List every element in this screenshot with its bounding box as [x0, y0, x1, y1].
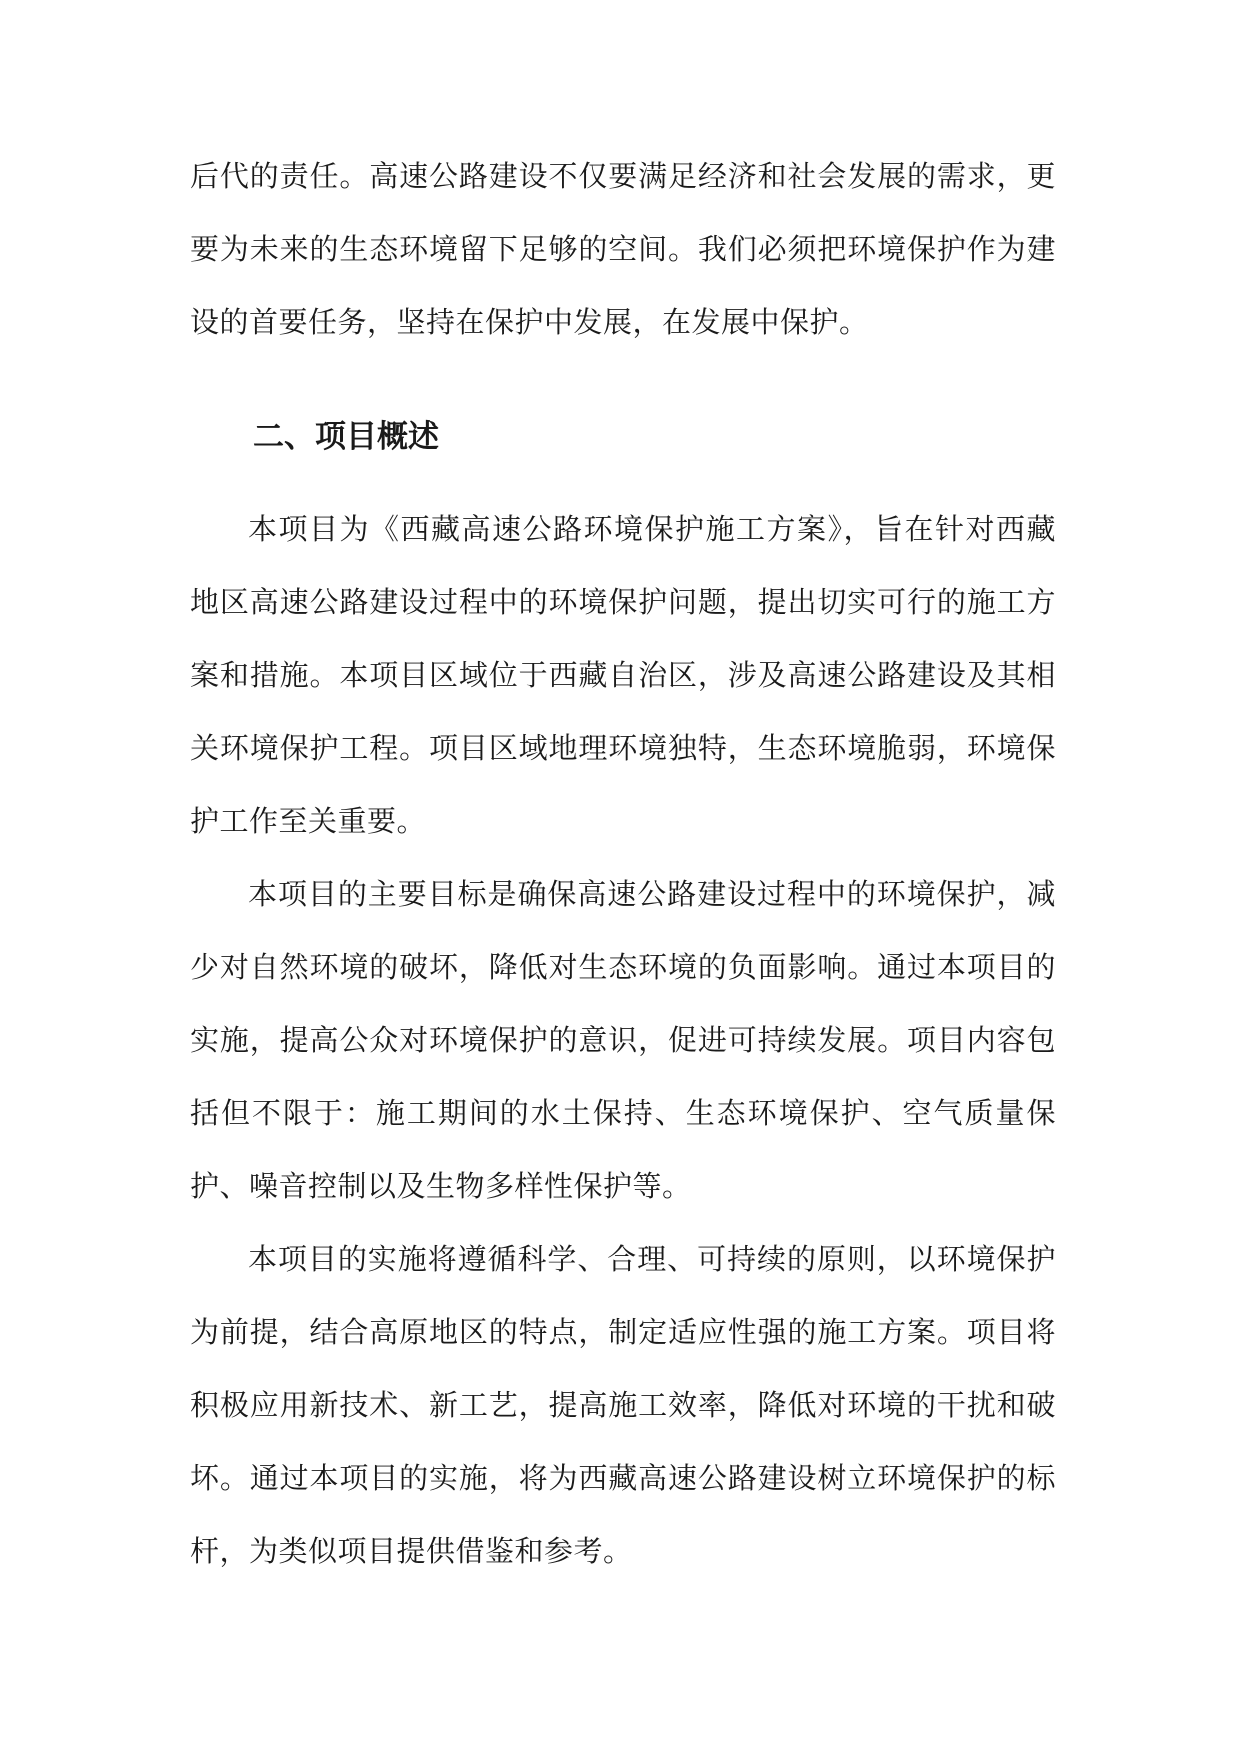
paragraph-principles: 本项目的实施将遵循科学、合理、可持续的原则，以环境保护为前提，结合高原地区的特点，制定适应性强的施工方案。项目将积极应用新技术、新工艺，提高施工效率，降低对环境的干扰和破坏。通过本项目的实施，将为西藏高速公路建设树立环境保护的标杆，为类似项目提供借鉴和参考。: [190, 1242, 1056, 1568]
document-body: [190, 140, 1056, 1588]
intro-paragraph: 后代的责任。高速公路建设不仅要满足经济和社会发展的需求，更要为未来的生态环境留下足够的空间。我们必须把环境保护作为建设的首要任务，坚持在保护中发展，在发展中保护。: [190, 159, 1056, 339]
section-heading: 二、项目概述: [253, 419, 439, 455]
paragraph-overview: 本项目为《西藏高速公路环境保护施工方案》，旨在针对西藏地区高速公路建设过程中的环境保护问题，提出切实可行的施工方案和措施。本项目区域位于西藏自治区，涉及高速公路建设及其相关环境保护工程。项目区域地理环境独特，生态环境脆弱，环境保护工作至关重要。: [190, 512, 1056, 838]
paragraph-objectives: 本项目的主要目标是确保高速公路建设过程中的环境保护，减少对自然环境的破坏，降低对生态环境的负面影响。通过本项目的实施，提高公众对环境保护的意识，促进可持续发展。项目内容包括但不限于：施工期间的水土保持、生态环境保护、空气质量保护、噪音控制以及生物多样性保护等。: [190, 877, 1056, 1203]
